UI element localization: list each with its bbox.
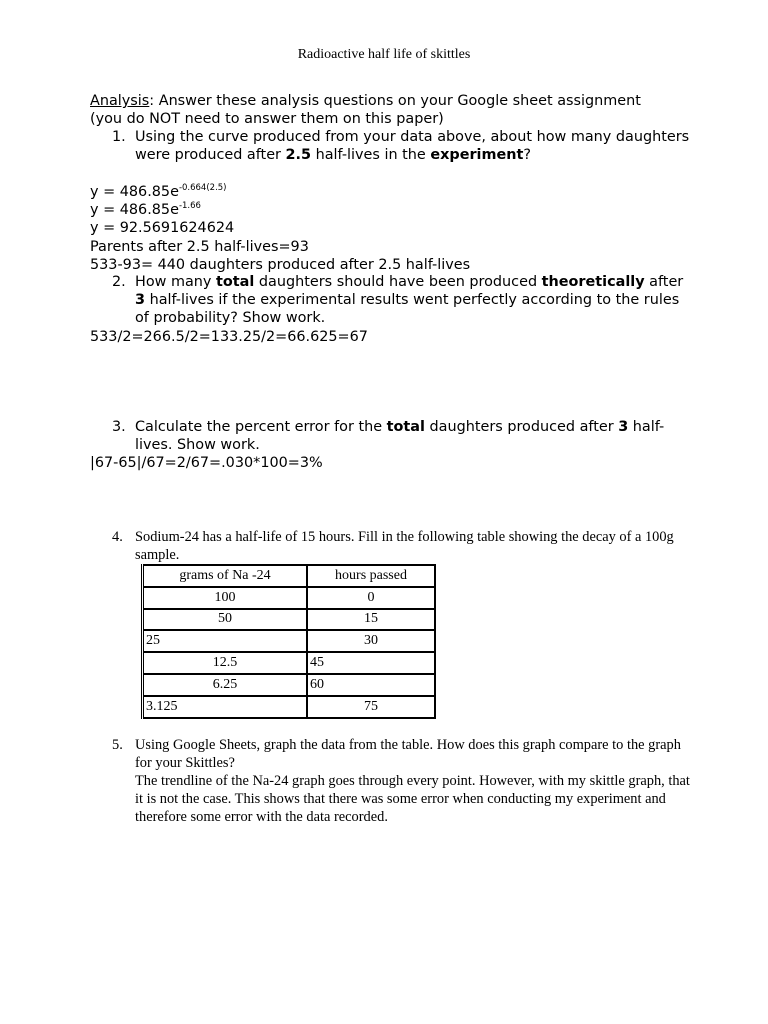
table-cell-hours: 60	[307, 674, 435, 696]
question-3-answer: |67-65|/67=2/67=.030*100=3%	[90, 455, 323, 472]
q2-bold-b: theoretically	[541, 274, 645, 290]
table-header-grams: grams of Na -24	[143, 565, 308, 587]
eq2-exponent: -1.66	[178, 201, 201, 212]
eq1-base: y = 486.85e	[90, 184, 179, 200]
equation-2	[90, 201, 690, 219]
eq2-base: y = 486.85e	[90, 202, 179, 219]
question-2-text	[90, 273, 690, 328]
question-3-text	[90, 418, 690, 454]
q1-text-c: ?	[523, 147, 532, 164]
equation-3: y = 92.5691624624	[90, 220, 235, 237]
question-3-number: 3.	[112, 419, 126, 435]
question-4-text	[90, 528, 690, 564]
analysis-line-2: (you do NOT need to answer them on this paper)	[90, 111, 444, 128]
question-4-number: 4.	[112, 529, 123, 545]
analysis-intro	[90, 92, 690, 128]
question-2-answer: 533/2=266.5/2=133.25/2=66.625=67	[90, 328, 368, 345]
question-5	[90, 736, 690, 826]
question-5-number: 5.	[112, 737, 123, 753]
q3-bold-b: 3	[618, 419, 629, 435]
table-row	[143, 630, 436, 652]
question-1-text	[90, 128, 690, 164]
table-cell-hours: 15	[307, 609, 435, 631]
table-header-row	[143, 565, 436, 587]
q1-bold-a: 2.5	[285, 147, 312, 164]
table-row	[143, 674, 436, 696]
table-row	[143, 652, 436, 674]
sodium-decay-table	[141, 564, 436, 719]
table-cell-grams: 100	[143, 587, 308, 609]
question-2	[90, 273, 690, 346]
question-1-number: 1.	[112, 129, 126, 145]
table-row	[143, 587, 436, 609]
table-cell-grams: 25	[143, 630, 308, 652]
q1-text-a: Using the curve produced from your data above, about how many daughters were produced after	[135, 129, 690, 164]
table-cell-hours: 0	[307, 587, 435, 609]
q3-text-c: half-lives. Show work.	[135, 419, 665, 454]
analysis-label: Analysis	[90, 93, 150, 109]
table-cell-hours: 75	[364, 698, 378, 714]
question-2-number: 2.	[112, 274, 126, 290]
table-cell-hours: 45	[307, 652, 435, 674]
q2-bold-c: 3	[135, 292, 146, 309]
table-row	[143, 696, 436, 718]
q1-text-b: half-lives in the	[311, 147, 431, 164]
table-cell-hours: 30	[307, 630, 435, 652]
question-5-text	[90, 736, 690, 826]
q2-text-c: after	[644, 274, 684, 290]
q2-bold-a: total	[216, 274, 255, 290]
question-4	[90, 528, 690, 564]
table-cell-grams: 3.125	[143, 696, 308, 718]
table-cell-grams: 50	[143, 609, 308, 631]
q2-text-d: half-lives if the experimental results went perfectly according to the rules of probability? Show work.	[135, 292, 680, 327]
q3-bold-a: total	[386, 419, 425, 435]
q2-text-b: daughters should have been produced	[254, 274, 542, 290]
analysis-intro-text: : Answer these analysis questions on your Google sheet assignment	[149, 93, 641, 109]
table-cell-grams: 6.25	[143, 674, 308, 696]
q4-text: Sodium-24 has a half-life of 15 hours. Fill in the following table showing the decay of a 100g sample.	[135, 529, 674, 563]
daughters-line: 533-93= 440 daughters produced after 2.5 half-lives	[90, 256, 471, 273]
q2-text-a: How many	[135, 274, 217, 290]
q3-text-b: daughters produced after	[424, 419, 619, 435]
question-1-work	[90, 183, 690, 274]
eq1-exponent: -0.664(2.5)	[178, 183, 227, 193]
question-1	[90, 128, 690, 164]
q5-text: Using Google Sheets, graph the data from the table. How does this graph compare to the graph for your Skittles?	[135, 737, 681, 771]
question-3	[90, 418, 690, 473]
equation-1	[90, 183, 690, 201]
page-title: Radioactive half life of skittles	[297, 47, 471, 62]
q5-answer: The trendline of the Na-24 graph goes through every point. However, with my skittle graph, that it is not the case. This shows that there was some error when conducting my experiment and therefore some error with the data recorded.	[135, 773, 690, 825]
analysis-line-1	[90, 92, 690, 110]
parents-line: Parents after 2.5 half-lives=93	[90, 238, 309, 255]
table-header-hours: hours passed	[307, 565, 435, 587]
q3-text-a: Calculate the percent error for the	[135, 419, 387, 435]
q1-bold-b: experiment	[430, 147, 524, 164]
table-cell-grams: 12.5	[143, 652, 308, 674]
table-row	[143, 609, 436, 631]
